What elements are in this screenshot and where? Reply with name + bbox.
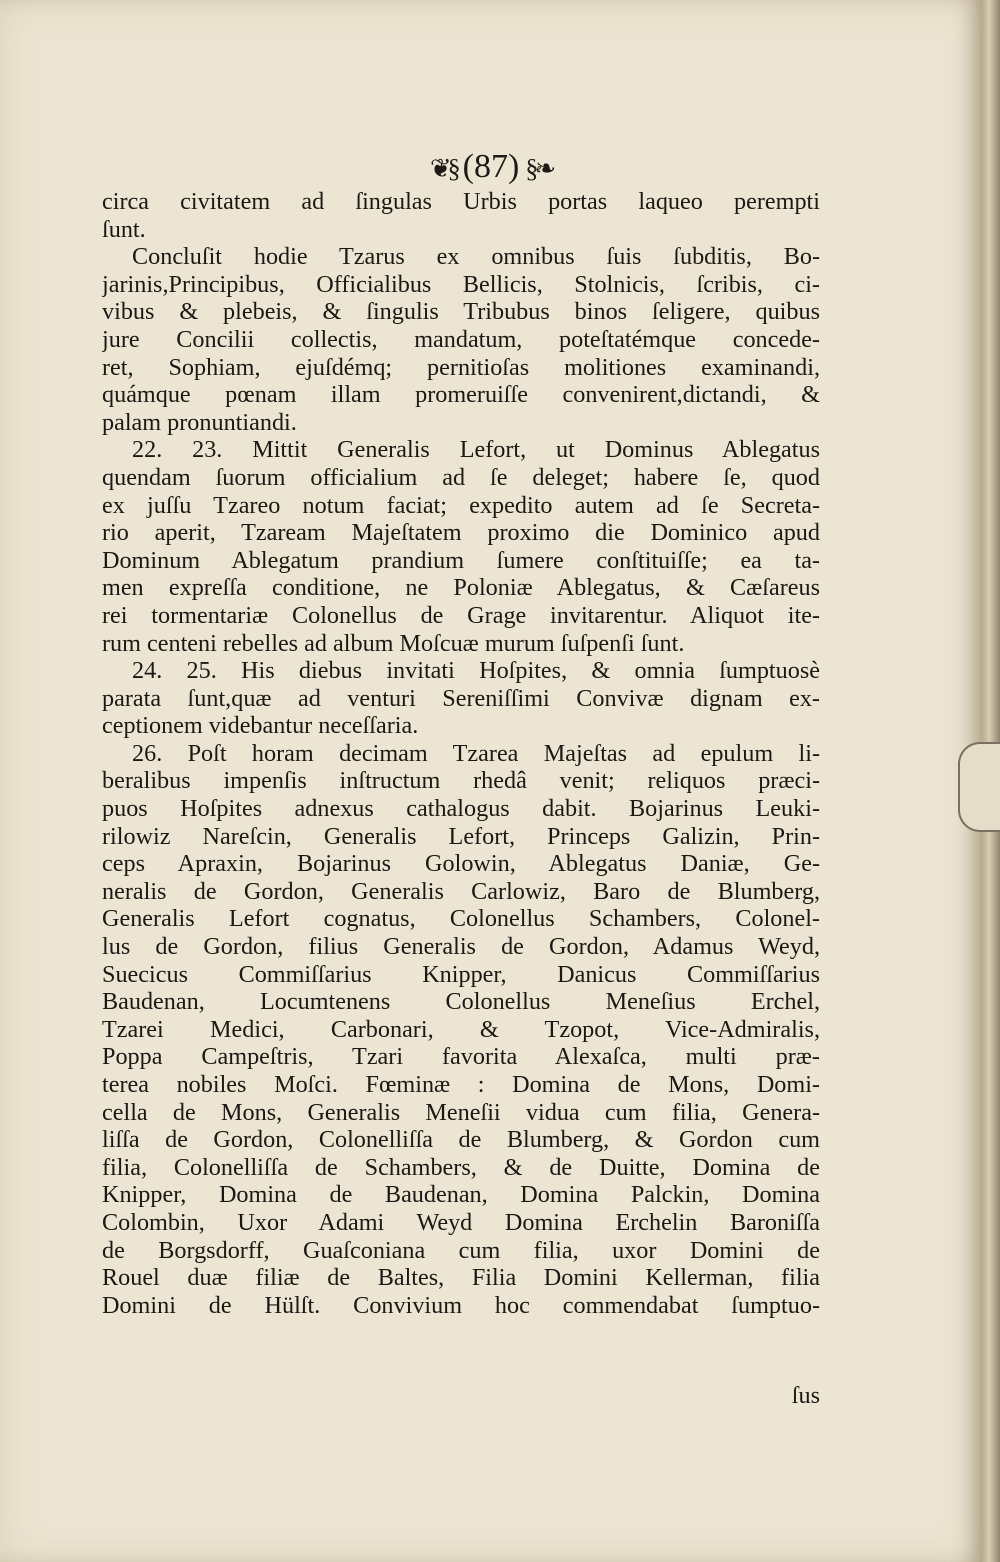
- text-line: quendam ſuorum officialium ad ſe deleget; habere ſe, quod: [102, 463, 820, 491]
- text-line: Suecicus Commiſſarius Knipper, Danicus Commiſſarius: [102, 960, 820, 988]
- text-line: de Borgsdorff, Guaſconiana cum filia, uxor Domini de: [102, 1236, 820, 1264]
- text-line: rilowiz Nareſcin, Generalis Lefort, Princeps Galizin, Prin-: [102, 822, 820, 850]
- text-line: 26. Poſt horam decimam Tzarea Majeſtas ad epulum li-: [132, 739, 820, 767]
- text-line: lus de Gordon, filius Generalis de Gordon, Adamus Weyd,: [102, 933, 820, 961]
- text-line: Concluſit hodie Tzarus ex omnibus ſuis ſubditis, Bo-: [132, 243, 820, 271]
- text-line: Knipper, Domina de Baudenan, Domina Palckin, Domina: [102, 1181, 820, 1209]
- bookmark-tab: [958, 742, 1000, 832]
- text-line: rio aperit, Tzaream Majeſtatem proximo die Dominico apud: [102, 519, 820, 547]
- text-line: ceps Apraxin, Bojarinus Golowin, Ablegatus Daniæ, Ge-: [102, 850, 820, 878]
- text-line: cella de Mons, Generalis Meneſii vidua cum filia, Genera-: [102, 1098, 820, 1126]
- text-line: beralibus impenſis inſtructum rhedâ venit; reliquos præci-: [102, 767, 820, 795]
- text-line: jure Concilii collectis, mandatum, poteſtatémque concede-: [102, 325, 820, 353]
- text-line: ex juſſu Tzareo notum faciat; expedito autem ad ſe Secreta-: [102, 491, 820, 519]
- text-line: rum centeni rebelles ad album Moſcuæ murum ſuſpenſi ſunt.: [102, 629, 685, 657]
- text-line: vibus & plebeis, & ſingulis Tribubus binos ſeligere, quibus: [102, 298, 820, 326]
- page-number: (87): [462, 148, 520, 185]
- left-fleuron-ornament: ❦§: [429, 154, 457, 184]
- text-line: liſſa de Gordon, Colonelliſſa de Blumberg, & Gordon cum: [102, 1126, 820, 1154]
- page-header: [0, 148, 982, 186]
- text-line: ceptionem videbantur neceſſaria.: [102, 712, 419, 740]
- text-line: ſunt.: [102, 215, 146, 243]
- text-line: Dominum Ablegatum prandium ſumere conſtituiſſe; ea ta-: [102, 546, 820, 574]
- text-line: Generalis Lefort cognatus, Colonellus Schambers, Colonel-: [102, 905, 820, 933]
- text-line: palam pronuntiandi.: [102, 408, 297, 436]
- text-line: 24. 25. His diebus invitati Hoſpites, & omnia ſumptuosè: [132, 657, 820, 685]
- text-line: jarinis,Principibus, Officialibus Bellicis, Stolnicis, ſcribis, ci-: [102, 270, 820, 298]
- text-line: men expreſſa conditione, ne Poloniæ Ablegatus, & Cæſareus: [102, 574, 820, 602]
- body-text: [102, 188, 820, 1319]
- text-line: quámque pœnam illam promeruiſſe convenirent,dictandi, &: [102, 381, 820, 409]
- right-fleuron-ornament: §❧: [525, 154, 553, 184]
- text-line: Tzarei Medici, Carbonari, & Tzopot, Vice-Admiralis,: [102, 1015, 820, 1043]
- text-line: ret, Sophiam, ejuſdémq; pernitioſas molitiones examinandi,: [102, 353, 820, 381]
- text-line: Colombin, Uxor Adami Weyd Domina Erchelin Baroniſſa: [102, 1208, 820, 1236]
- text-line: Domini de Hülſt. Convivium hoc commendabat ſumptuo-: [102, 1291, 820, 1319]
- text-line: Poppa Campeſtris, Tzari favorita Alexaſca, multi præ-: [102, 1043, 820, 1071]
- text-line: neralis de Gordon, Generalis Carlowiz, Baro de Blumberg,: [102, 877, 820, 905]
- text-line: rei tormentariæ Colonellus de Grage invitarentur. Aliquot ite-: [102, 601, 820, 629]
- text-line: circa civitatem ad ſingulas Urbis portas laqueo perempti: [102, 188, 820, 215]
- text-line: Rouel duæ filiæ de Baltes, Filia Domini Kellerman, filia: [102, 1264, 820, 1292]
- text-line: parata ſunt,quæ ad venturi Sereniſſimi Convivæ dignam ex-: [102, 684, 820, 712]
- text-line: puos Hoſpites adnexus cathalogus dabit. Bojarinus Leuki-: [102, 795, 820, 823]
- text-line: filia, Colonelliſſa de Schambers, & de Duitte, Domina de: [102, 1153, 820, 1181]
- text-line: 22. 23. Mittit Generalis Lefort, ut Dominus Ablegatus: [132, 436, 820, 464]
- text-line: Baudenan, Locumtenens Colonellus Meneſius Erchel,: [102, 988, 820, 1016]
- catchword: ſus: [791, 1382, 820, 1409]
- text-line: terea nobiles Moſci. Fœminæ : Domina de Mons, Domi-: [102, 1071, 820, 1098]
